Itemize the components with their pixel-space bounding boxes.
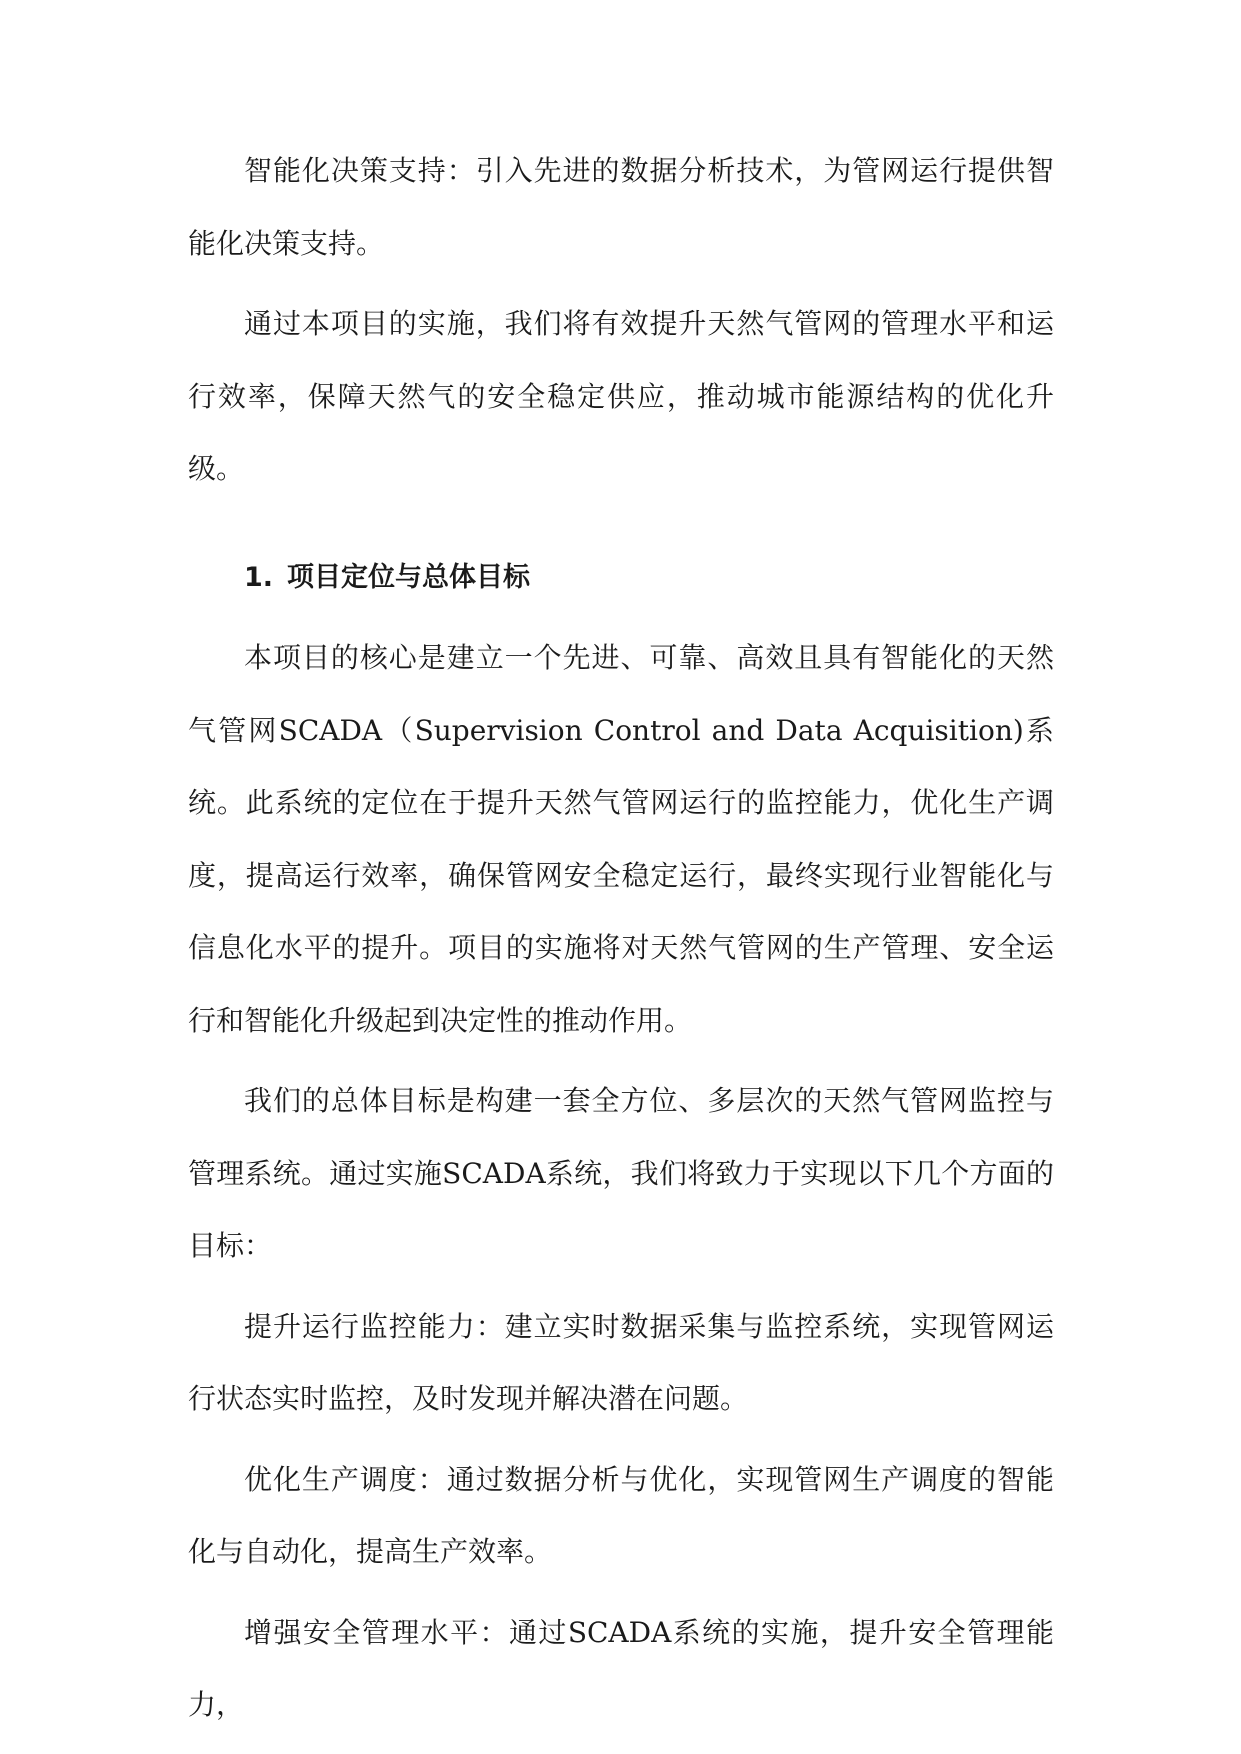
paragraph-production-scheduling: 优化生产调度：通过数据分析与优化，实现管网生产调度的智能化与自动化，提高生产效率。 xyxy=(188,1462,1054,1568)
paragraph-safety-management: 增强安全管理水平：通过SCADA系统的实施，提升安全管理能力， xyxy=(188,1615,1054,1721)
section-number: 1. xyxy=(244,561,274,593)
section-heading xyxy=(188,542,1054,615)
paragraph-intelligent-decision-support: 智能化决策支持：引入先进的数据分析技术，为管网运行提供智能化决策支持。 xyxy=(188,154,1054,260)
section-title: 项目定位与总体目标 xyxy=(287,561,531,593)
paragraph-monitoring-capability: 提升运行监控能力：建立实时数据采集与监控系统，实现管网运行状态实时监控，及时发现并解决潜在问题。 xyxy=(188,1309,1054,1415)
paragraph-project-outcome: 通过本项目的实施，我们将有效提升天然气管网的管理水平和运行效率，保障天然气的安全稳定供应，推动城市能源结构的优化升级。 xyxy=(188,307,1054,485)
document-body xyxy=(188,135,1054,1750)
paragraph-overall-goal: 我们的总体目标是构建一套全方位、多层次的天然气管网监控与管理系统。通过实施SCADA系统，我们将致力于实现以下几个方面的目标： xyxy=(188,1084,1054,1262)
paragraph-project-core: 本项目的核心是建立一个先进、可靠、高效且具有智能化的天然气管网SCADA（Supervision Control and Data Acquisition)系统。此系统的定位在于提升天然气管网运行的监控能力，优化生产调度，提高运行效率，确保管网安全稳定运行，最终实现行业智能化与信息化水平的提升。项目的实施将对天然气管网的生产管理、安全运行和智能化升级起到决定性的推动作用。 xyxy=(188,641,1054,1037)
